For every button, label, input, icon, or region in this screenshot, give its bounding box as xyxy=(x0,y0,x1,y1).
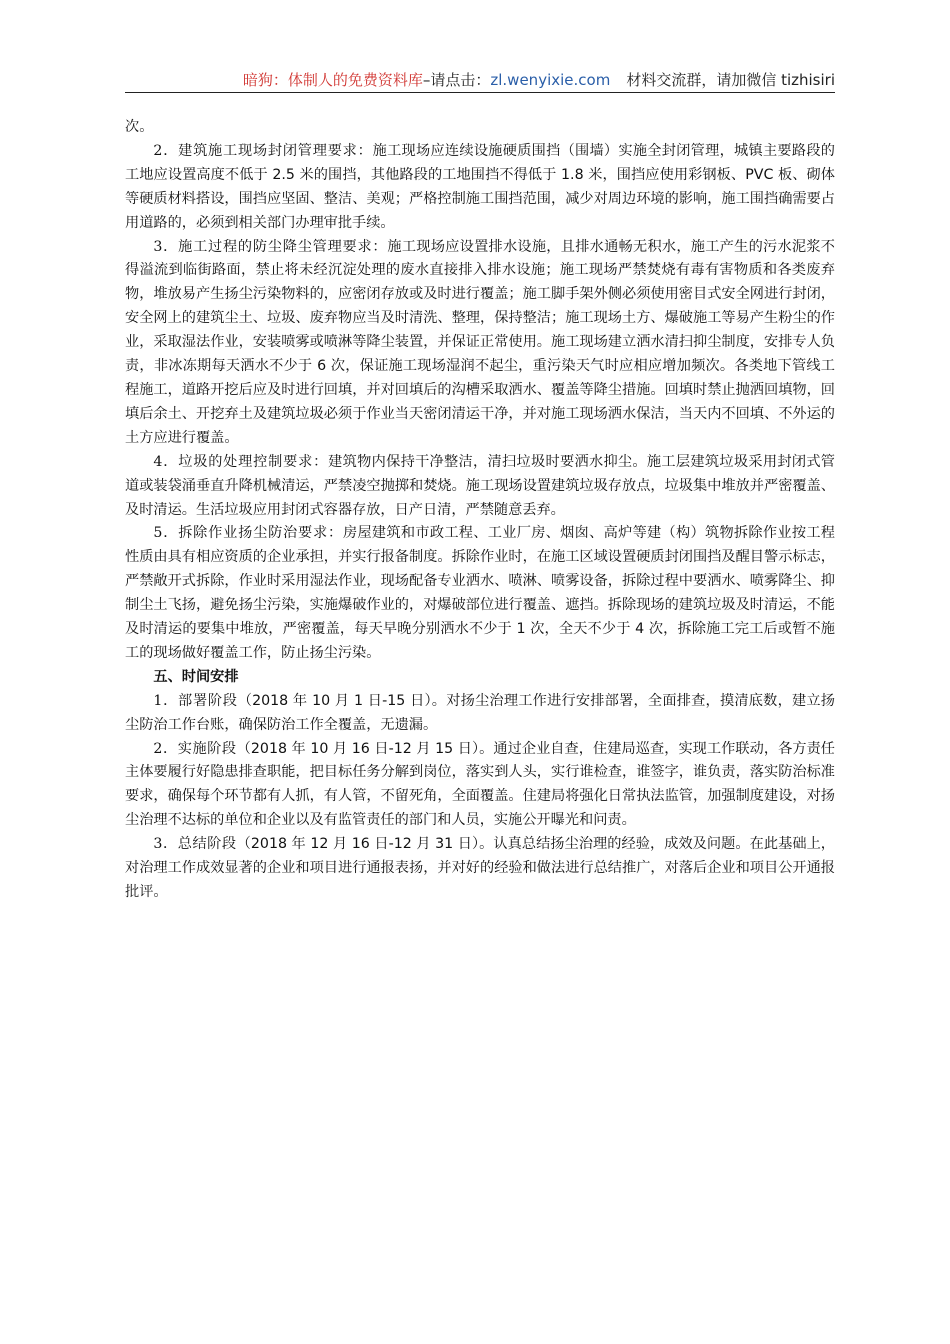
header-brand: 暗狗：体制人的免费资料库 xyxy=(242,71,423,89)
paragraph-lead: 3．施工过程的防尘降尘管理要求： xyxy=(153,238,388,255)
paragraph-lead: 3．总结阶段 xyxy=(153,836,237,853)
document-body xyxy=(125,116,835,905)
section-heading-schedule: 五、时间安排 xyxy=(153,668,239,685)
paragraph-text: （2018 年 10 月 1 日-15 日）。对扬尘治理工作进行安排部署，全面排查，摸清底数，建立扬尘防治工作台账，确保防治工作全覆盖，无遗漏。 xyxy=(125,692,835,733)
paragraph-text: 建筑物内保持干净整洁，清扫垃圾时要洒水抑尘。施工层建筑垃圾采用封闭式管道或装袋涌垂直升降机械清运，严禁凌空抛掷和焚烧。施工现场设置建筑垃圾存放点，垃圾集中堆放并严密覆盖、及时清运。生活垃圾应用封闭式容器存放，日产日清，严禁随意丢弃。 xyxy=(125,453,835,518)
paragraph-continuation: 次。 xyxy=(125,119,154,135)
page-header xyxy=(125,68,835,93)
header-url-link[interactable]: zl.wenyixie.com xyxy=(490,71,611,89)
paragraph-text: 施工现场应设置排水设施，且排水通畅无积水，施工产生的污水泥浆不得溢流到临街路面，禁止将未经沉淀处理的废水直接排入排水设施；施工现场严禁焚烧有毒有害物质和各类废弃物，堆放易产生扬尘污染物料的，应密闭存放或及时进行覆盖；施工脚手架外侧必须使用密目式安全网进行封闭，安全网上的建筑尘土、垃圾、废弃物应当及时清洗、整理，保持整洁；施工现场土方、爆破施工等易产生粉尘的作业，采取湿法作业，安装喷雾或喷淋等降尘装置，并保证正常使用。施工现场建立洒水清扫抑尘制度，安排专人负责，非冰冻期每天洒水不少于 6 次，保证施工现场湿润不起尘，重污染天气时应相应增加频次。各类地下管线工程施工，道路开挖后应及时进行回填，并对回填后的沟槽采取洒水、覆盖等降尘措施。回填时禁止抛洒回填物，回填后余土、开挖弃土及建筑垃圾必须于作业当天密闭清运干净，并对施工现场洒水保洁，当天内不回填、不外运的土方应进行覆盖。 xyxy=(125,238,835,446)
paragraph-lead: 2．建筑施工现场封闭管理要求： xyxy=(153,142,373,159)
paragraph-text: 施工现场应连续设施硬质围挡（围墙）实施全封闭管理，城镇主要路段的工地应设置高度不低于 2.5 米的围挡，其他路段的工地围挡不得低于 1.8 米，围挡应使用彩钢板、PVC 板、砌体等硬质材料搭设，围挡应坚固、整洁、美观；严格控制施工围挡范围，减少对周边环境的影响，施工围挡确需要占用道路的，必须到相关部门办理审批手续。 xyxy=(125,142,835,231)
paragraph-demolition-requirements xyxy=(125,522,835,665)
paragraph-waste-handling-requirements xyxy=(125,451,835,523)
paragraph-text: 房屋建筑和市政工程、工业厂房、烟囱、高炉等建（构）筑物拆除作业按工程性质由具有相应资质的企业承担，并实行报备制度。拆除作业时，在施工区域设置硬质封闭围挡及醒目警示标志，严禁敞开式拆除，作业时采用湿法作业，现场配备专业洒水、喷淋、喷雾设备，拆除过程中要洒水、喷雾降尘、抑制尘土飞扬，避免扬尘污染，实施爆破作业的，对爆破部位进行覆盖、遮挡。拆除现场的建筑垃圾及时清运，不能及时清运的要集中堆放，严密覆盖，每天早晚分别洒水不少于 1 次，全天不少于 4 次，拆除施工完工后或暂不施工的现场做好覆盖工作，防止扬尘污染。 xyxy=(125,525,835,661)
header-click-text: –请点击： xyxy=(422,71,491,89)
paragraph-dust-control-requirements xyxy=(125,236,835,451)
paragraph-deployment-stage xyxy=(125,690,835,738)
paragraph-lead: 2．实施阶段 xyxy=(153,740,237,757)
paragraph-lead: 5．拆除作业扬尘防治要求： xyxy=(153,525,343,542)
paragraph-text: （2018 年 10 月 16 日-12 月 15 日）。通过企业自查，住建局巡查，实现工作联动，各方责任主体要履行好隐患排查职能，把目标任务分解到岗位，落实到人头，实行谁检查，谁签字，谁负责，落实防治标准要求，确保每个环节都有人抓，有人管，不留死角，全面覆盖。住建局将强化日常执法监管，加强制度建设，对扬尘治理不达标的单位和企业以及有监管责任的部门和人员，实施公开曝光和问责。 xyxy=(125,740,835,829)
header-group-text: 材料交流群，请加微信 tizhisiri xyxy=(626,71,835,89)
paragraph-summary-stage xyxy=(125,833,835,905)
paragraph-lead: 4．垃圾的处理控制要求： xyxy=(153,453,329,470)
paragraph-lead: 1．部署阶段 xyxy=(153,692,238,709)
paragraph-text: （2018 年 12 月 16 日-12 月 31 日）。认真总结扬尘治理的经验，成效及问题。在此基础上，对治理工作成效显著的企业和项目进行通报表扬，并对好的经验和做法进行总结推广，对落后企业和项目公开通报批评。 xyxy=(125,836,835,900)
paragraph-implementation-stage xyxy=(125,738,835,834)
paragraph-enclosure-requirements xyxy=(125,140,835,236)
